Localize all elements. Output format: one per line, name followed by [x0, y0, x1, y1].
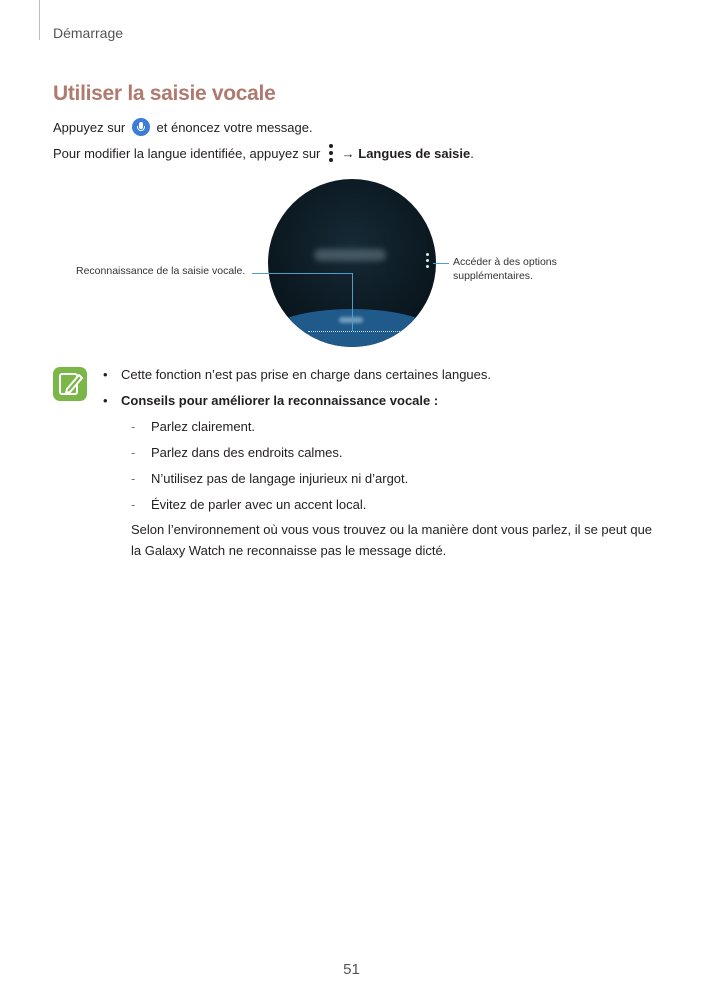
intro-text: et énoncez votre message.	[156, 120, 313, 135]
section-header: Démarrage	[53, 25, 124, 41]
tip-text: Parlez dans des endroits calmes.	[151, 445, 343, 460]
watch-more-options-icon	[426, 253, 430, 269]
note-list	[103, 367, 663, 561]
callout-more-options-line1: Accéder à des options	[453, 256, 557, 268]
note-pencil-icon	[53, 367, 87, 401]
dash-mark: -	[131, 497, 136, 512]
page-title: Utiliser la saisie vocale	[53, 82, 276, 105]
page-number: 51	[343, 961, 360, 978]
callout-voice-recognition: Reconnaissance de la saisie vocale.	[76, 265, 246, 277]
languages-menu-label: Langues de saisie	[358, 146, 471, 161]
intro-line-2	[53, 144, 474, 162]
tip-item	[103, 471, 663, 497]
dash-mark: -	[131, 445, 136, 460]
callout-more-options-line2: supplémentaires.	[453, 270, 533, 282]
dash-mark: -	[131, 471, 136, 486]
tip-item	[103, 419, 663, 445]
more-options-icon	[328, 144, 334, 162]
voice-waveform-line	[308, 331, 400, 332]
note-bullet-heading: Conseils pour améliorer la reconnaissance vocale :	[121, 393, 439, 408]
recognized-text-blur	[314, 249, 386, 261]
intro-text: Pour modifier la langue identifiée, appuyez sur	[53, 146, 321, 161]
intro-text: Appuyez sur	[53, 120, 126, 135]
tip-item	[103, 497, 663, 519]
bullet-mark: •	[103, 393, 108, 408]
tip-text: Parlez clairement.	[151, 419, 256, 434]
dash-mark: -	[131, 419, 136, 434]
tip-item	[103, 445, 663, 471]
note-bullet	[103, 393, 663, 419]
period: .	[470, 146, 474, 161]
intro-line-1	[53, 118, 313, 136]
margin-line	[39, 0, 40, 40]
note-bullet	[103, 367, 663, 393]
arrow: →	[341, 146, 355, 161]
tip-text: Évitez de parler avec un accent local.	[151, 497, 367, 512]
bullet-mark: •	[103, 367, 108, 382]
note-bullet-text: Cette fonction n’est pas prise en charge dans certaines langues.	[121, 367, 492, 382]
voice-input-label-blur	[339, 317, 363, 323]
callout-line-left-v	[352, 273, 353, 331]
callout-line-right	[433, 263, 449, 264]
callout-line-left-h	[252, 273, 352, 274]
callout-more-options	[453, 255, 557, 283]
tip-text: N’utilisez pas de langage injurieux ni d’argot.	[151, 471, 409, 486]
note-paragraph: Selon l’environnement où vous vous trouvez ou la manière dont vous parlez, il se peut que la Galaxy Watch ne reconnaisse pas le message dicté.	[131, 522, 653, 558]
microphone-icon	[132, 118, 150, 136]
